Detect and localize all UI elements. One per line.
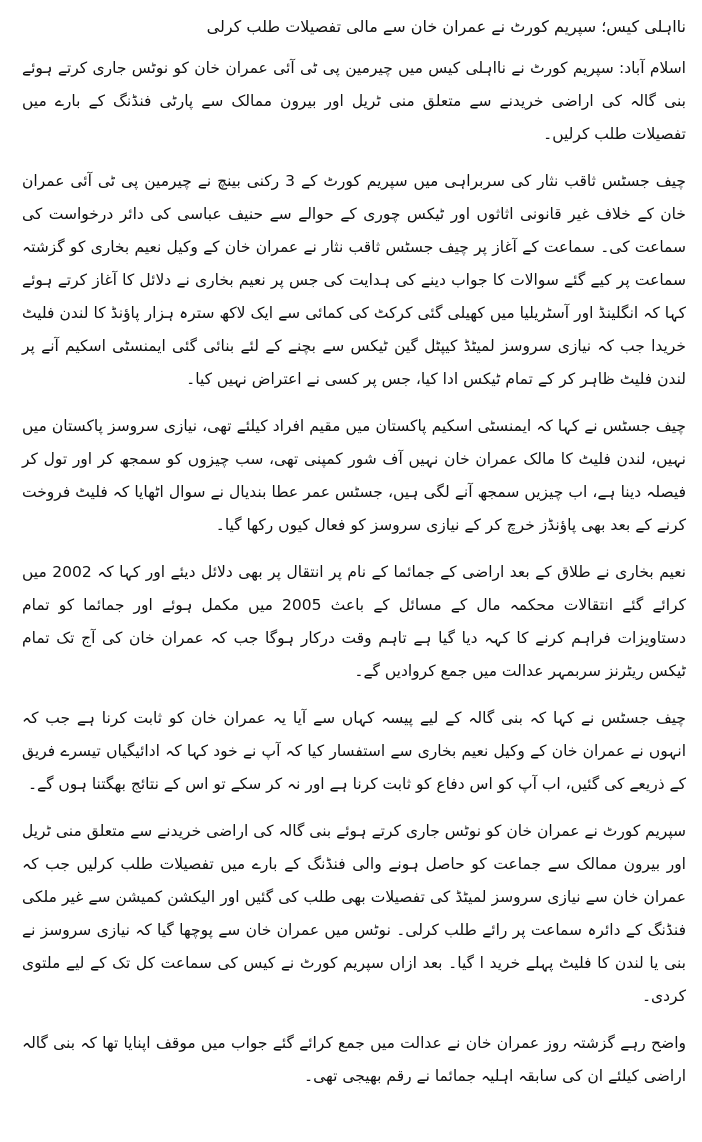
article-paragraph: واضح رہے گزشتہ روز عمران خان نے عدالت میں جمع کرائے گئے جواب میں موقف اپنایا تھا کہ بنی گالہ اراضی کیلئے ان کی سابقہ اہلیہ جمائما نے رقم بھیجی تھی۔ xyxy=(22,1034,686,1085)
article-paragraph: سپریم کورٹ نے عمران خان کو نوٹس جاری کرتے ہوئے بنی گالہ کی اراضی خریدنے سے متعلق منی ٹریل اور بیرون ممالک سے جماعت کو حاصل ہونے والی فنڈنگ کے بارے میں تفصیلات طلب کرلیں جب کہ عمران خان سے نیازی سروسز لمیٹڈ کی تفصیلات بھی طلب کی گئیں اور الیکشن کمیشن سے غیر ملکی فنڈنگ کے دائرہ سماعت پر رائے طلب کرلی۔ نوٹس میں عمران خان سے پوچھا گیا کہ نیازی سروسز نے بنی یا لندن کا فلیٹ پہلے خرید ا گیا۔ بعد ازاں سپریم کورٹ نے کیس کی سماعت کل تک کے لیے ملتوی کردی۔ xyxy=(22,822,686,1005)
article-paragraph: اسلام آباد: سپریم کورٹ نے نااہلی کیس میں چیرمین پی ٹی آئی عمران خان کو نوٹس جاری کرتے ہوئے بنی گالہ کی اراضی خریدنے سے متعلق منی ٹریل اور بیرون ممالک سے پارٹی فنڈنگ کے بارے میں تفصیلات طلب کرلیں۔ xyxy=(22,59,686,143)
article-paragraph: چیف جسٹس نے کہا کہ بنی گالہ کے لیے پیسہ کہاں سے آیا یہ عمران خان کو ثابت کرنا ہے جب کہ انہوں نے عمران خان کے وکیل نعیم بخاری سے استفسار کیا کہ آپ نے خود کہا کہ ادائیگیاں تیسرے فریق کے ذریعے کی گئیں، اب آپ کو اس دفاع کو ثابت کرنا ہے اور نہ کر سکے تو اس کے نتائج بھگتنا ہوں گے۔ xyxy=(22,709,686,793)
article-paragraph: نعیم بخاری نے طلاق کے بعد اراضی کے جمائما کے نام پر انتقال پر بھی دلائل دیئے اور کہا کہ 2002 میں کرائے گئے انتقالات محکمہ مال کے مسائل کے باعث 2005 میں مکمل ہوئے اور جمائما کو تمام دستاویزات فراہم کرنے کا کہہ دیا گیا ہے تاہم وقت درکار ہوگا جب کہ عمران خان کی آج تک تمام ٹیکس ریٹرنز سربمہر عدالت میں جمع کروادیں گے۔ xyxy=(22,563,686,680)
article-paragraph: چیف جسٹس ثاقب نثار کی سربراہی میں سپریم کورٹ کے 3 رکنی بینچ نے چیرمین پی ٹی آئی عمران خان کے خلاف غیر قانونی اثاثوں اور ٹیکس چوری کے حوالے سے حنیف عباسی کی دائر درخواست کی سماعت کی۔ سماعت کے آغاز پر چیف جسٹس ثاقب نثار نے عمران خان کے وکیل نعیم بخاری کو گزشتہ سماعت پر کیے گئے سوالات کا جواب دینے کی ہدایت کی جس پر نعیم بخاری نے دلائل کا آغاز کرتے ہوئے کہا کہ انگلینڈ اور آسٹریلیا میں کھیلی گئی کرکٹ کی کمائی سے ایک لاکھ سترہ ہزار پاؤنڈ کا لندن فلیٹ خریدا جب کہ نیازی سروسز لمیٹڈ کیپٹل گین ٹیکس سے بچنے کے لئے بنائی گئی ایمنسٹی اسکیم آنے پر لندن فلیٹ ظاہر کر کے تمام ٹیکس ادا کیا، جس پر کسی نے اعتراض نہیں کیا۔ xyxy=(22,172,686,388)
article-paragraph: چیف جسٹس نے کہا کہ ایمنسٹی اسکیم پاکستان میں مقیم افراد کیلئے تھی، نیازی سروسز پاکستان میں نہیں، لندن فلیٹ کا مالک عمران خان نہیں آف شور کمپنی تھی، سب چیزوں کو سمجھ کر اور تول کر فیصلہ دینا ہے، اب چیزیں سمجھ آنے لگی ہیں، جسٹس عمر عطا بندیال نے سوال اٹھایا کہ فلیٹ فروخت کرنے کے بعد بھی پاؤنڈز خرچ کر کے نیازی سروسز کو فعال کیوں رکھا گیا۔ xyxy=(22,417,686,534)
article-headline: نااہلی کیس؛ سپریم کورٹ نے عمران خان سے مالی تفصیلات طلب کرلی xyxy=(206,17,686,36)
